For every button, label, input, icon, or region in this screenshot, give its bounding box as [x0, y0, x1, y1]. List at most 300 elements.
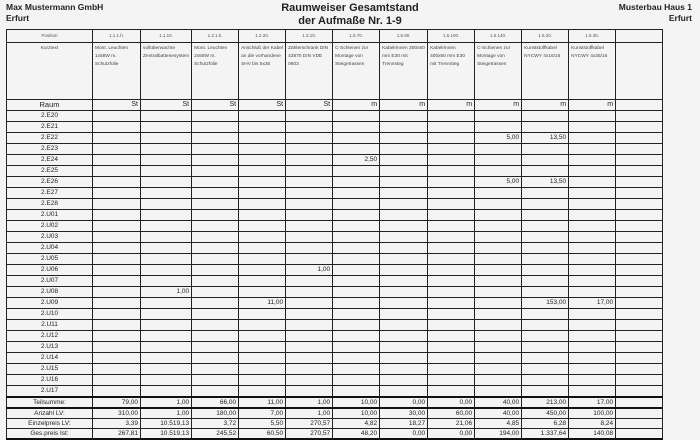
quantity-cell[interactable] — [380, 375, 428, 386]
quantity-cell[interactable] — [380, 353, 428, 364]
quantity-cell[interactable] — [428, 122, 475, 133]
summary-cell[interactable]: 1,00 — [141, 397, 192, 408]
quantity-cell[interactable] — [569, 386, 616, 398]
quantity-cell[interactable] — [569, 331, 616, 342]
quantity-cell[interactable] — [616, 177, 663, 188]
summary-cell[interactable]: 48,20 — [333, 429, 380, 440]
quantity-cell[interactable] — [192, 254, 239, 265]
quantity-cell[interactable] — [239, 386, 286, 398]
quantity-cell[interactable] — [333, 298, 380, 309]
quantity-cell[interactable] — [192, 243, 239, 254]
quantity-cell[interactable] — [192, 364, 239, 375]
quantity-cell[interactable] — [616, 342, 663, 353]
quantity-cell[interactable] — [428, 177, 475, 188]
quantity-cell[interactable] — [93, 155, 141, 166]
quantity-cell[interactable] — [93, 144, 141, 155]
room-cell[interactable]: 2.U05 — [7, 254, 93, 265]
quantity-cell[interactable] — [239, 276, 286, 287]
kurztext-cell[interactable]: Zählerschrank DIN 43870 DIN VDE 0603 — [286, 43, 333, 100]
quantity-cell[interactable] — [93, 353, 141, 364]
quantity-cell[interactable] — [141, 111, 192, 122]
quantity-cell[interactable] — [569, 254, 616, 265]
quantity-cell[interactable] — [333, 243, 380, 254]
quantity-cell[interactable] — [380, 298, 428, 309]
quantity-cell[interactable] — [380, 188, 428, 199]
quantity-cell[interactable] — [428, 221, 475, 232]
quantity-cell[interactable] — [380, 320, 428, 331]
quantity-cell[interactable] — [428, 386, 475, 398]
quantity-cell[interactable] — [286, 364, 333, 375]
summary-cell[interactable]: 6,28 — [522, 419, 569, 429]
quantity-cell[interactable] — [141, 155, 192, 166]
quantity-cell[interactable] — [616, 331, 663, 342]
summary-cell[interactable]: 4,85 — [475, 419, 522, 429]
position-cell[interactable]: 1.1.10. — [141, 30, 192, 43]
summary-cell[interactable]: 270,57 — [286, 429, 333, 440]
summary-cell[interactable]: 3,39 — [93, 419, 141, 429]
summary-cell[interactable]: 270,57 — [286, 419, 333, 429]
quantity-cell[interactable] — [522, 166, 569, 177]
quantity-cell[interactable] — [239, 353, 286, 364]
room-cell[interactable]: 2.E24 — [7, 155, 93, 166]
unit-cell[interactable]: m — [428, 100, 475, 111]
quantity-cell[interactable] — [569, 155, 616, 166]
quantity-cell[interactable] — [93, 133, 141, 144]
room-cell[interactable]: 2.E23 — [7, 144, 93, 155]
quantity-cell[interactable] — [616, 133, 663, 144]
quantity-cell[interactable] — [286, 331, 333, 342]
quantity-cell[interactable] — [475, 309, 522, 320]
quantity-cell[interactable] — [569, 166, 616, 177]
quantity-cell[interactable] — [522, 188, 569, 199]
quantity-cell[interactable] — [380, 265, 428, 276]
summary-cell[interactable]: 245,52 — [192, 429, 239, 440]
quantity-cell[interactable] — [192, 221, 239, 232]
quantity-cell[interactable] — [286, 144, 333, 155]
quantity-cell[interactable] — [616, 144, 663, 155]
quantity-cell[interactable] — [192, 210, 239, 221]
quantity-cell[interactable] — [522, 199, 569, 210]
quantity-cell[interactable]: 5,00 — [475, 177, 522, 188]
quantity-cell[interactable] — [380, 331, 428, 342]
quantity-cell[interactable] — [475, 265, 522, 276]
quantity-cell[interactable] — [380, 386, 428, 398]
quantity-cell[interactable] — [192, 276, 239, 287]
position-cell[interactable]: 1.1.1.h. — [93, 30, 141, 43]
quantity-cell[interactable] — [616, 309, 663, 320]
quantity-cell[interactable] — [380, 364, 428, 375]
quantity-cell[interactable] — [616, 188, 663, 199]
quantity-cell[interactable] — [333, 287, 380, 298]
quantity-cell[interactable] — [569, 122, 616, 133]
quantity-cell[interactable] — [286, 243, 333, 254]
quantity-cell[interactable] — [239, 243, 286, 254]
quantity-cell[interactable] — [192, 199, 239, 210]
quantity-cell[interactable] — [616, 155, 663, 166]
quantity-cell[interactable] — [522, 144, 569, 155]
quantity-cell[interactable] — [239, 254, 286, 265]
quantity-cell[interactable] — [93, 386, 141, 398]
quantity-cell[interactable] — [192, 287, 239, 298]
quantity-cell[interactable] — [286, 375, 333, 386]
quantity-cell[interactable] — [239, 342, 286, 353]
quantity-cell[interactable] — [428, 243, 475, 254]
summary-cell[interactable] — [616, 419, 663, 429]
unit-cell[interactable]: m — [333, 100, 380, 111]
quantity-cell[interactable] — [333, 254, 380, 265]
room-cell[interactable]: 2.U04 — [7, 243, 93, 254]
quantity-cell[interactable] — [93, 298, 141, 309]
summary-cell[interactable]: 40,00 — [475, 397, 522, 408]
quantity-cell[interactable] — [522, 221, 569, 232]
quantity-cell[interactable] — [93, 364, 141, 375]
summary-cell[interactable]: 10.519,13 — [141, 419, 192, 429]
room-cell[interactable]: 2.U15 — [7, 364, 93, 375]
quantity-cell[interactable] — [428, 353, 475, 364]
unit-cell[interactable]: St — [141, 100, 192, 111]
room-cell[interactable]: 2.E28 — [7, 199, 93, 210]
quantity-cell[interactable] — [428, 287, 475, 298]
quantity-cell[interactable] — [141, 364, 192, 375]
quantity-cell[interactable] — [569, 199, 616, 210]
quantity-cell[interactable]: 13,50 — [522, 177, 569, 188]
quantity-cell[interactable] — [192, 177, 239, 188]
quantity-cell[interactable] — [333, 133, 380, 144]
summary-cell[interactable]: 5,50 — [239, 419, 286, 429]
quantity-cell[interactable] — [286, 122, 333, 133]
quantity-cell[interactable] — [239, 364, 286, 375]
summary-cell[interactable]: 10,00 — [333, 408, 380, 419]
quantity-cell[interactable] — [93, 265, 141, 276]
quantity-cell[interactable] — [380, 276, 428, 287]
summary-cell[interactable]: 66,00 — [192, 397, 239, 408]
quantity-cell[interactable] — [475, 342, 522, 353]
quantity-cell[interactable] — [569, 221, 616, 232]
quantity-cell[interactable] — [286, 232, 333, 243]
quantity-cell[interactable] — [286, 177, 333, 188]
quantity-cell[interactable] — [239, 287, 286, 298]
quantity-cell[interactable] — [616, 298, 663, 309]
quantity-cell[interactable] — [380, 144, 428, 155]
quantity-cell[interactable] — [522, 122, 569, 133]
quantity-cell[interactable] — [141, 188, 192, 199]
quantity-cell[interactable] — [286, 133, 333, 144]
quantity-cell[interactable] — [428, 133, 475, 144]
position-cell[interactable]: 1.5.90. — [380, 30, 428, 43]
quantity-cell[interactable] — [616, 221, 663, 232]
quantity-cell[interactable] — [475, 298, 522, 309]
quantity-cell[interactable] — [239, 199, 286, 210]
quantity-cell[interactable] — [239, 155, 286, 166]
kurztext-cell[interactable]: Anschluß der Kabel an die vorhandene SHV bis 5x35 — [239, 43, 286, 100]
quantity-cell[interactable] — [569, 133, 616, 144]
quantity-cell[interactable] — [192, 353, 239, 364]
quantity-cell[interactable] — [141, 309, 192, 320]
unit-cell[interactable]: St — [239, 100, 286, 111]
quantity-cell[interactable] — [380, 155, 428, 166]
summary-cell[interactable]: 18,27 — [380, 419, 428, 429]
quantity-cell[interactable] — [522, 254, 569, 265]
summary-cell[interactable]: 100,00 — [569, 408, 616, 419]
quantity-cell[interactable] — [522, 210, 569, 221]
quantity-cell[interactable] — [475, 199, 522, 210]
quantity-cell[interactable] — [428, 342, 475, 353]
room-cell[interactable]: 2.U13 — [7, 342, 93, 353]
quantity-cell[interactable] — [569, 144, 616, 155]
quantity-cell[interactable] — [475, 210, 522, 221]
summary-cell[interactable]: 17,00 — [569, 397, 616, 408]
summary-cell[interactable] — [616, 397, 663, 408]
quantity-cell[interactable] — [286, 287, 333, 298]
quantity-cell[interactable] — [286, 221, 333, 232]
quantity-cell[interactable] — [380, 199, 428, 210]
quantity-cell[interactable] — [475, 122, 522, 133]
quantity-cell[interactable] — [286, 342, 333, 353]
quantity-cell[interactable] — [475, 386, 522, 398]
quantity-cell[interactable] — [239, 133, 286, 144]
quantity-cell[interactable] — [192, 232, 239, 243]
quantity-cell[interactable] — [93, 320, 141, 331]
quantity-cell[interactable] — [475, 320, 522, 331]
quantity-cell[interactable] — [93, 287, 141, 298]
quantity-cell[interactable] — [569, 353, 616, 364]
summary-cell[interactable]: 1,00 — [286, 397, 333, 408]
summary-cell[interactable]: 60,50 — [239, 429, 286, 440]
quantity-cell[interactable] — [141, 265, 192, 276]
quantity-cell[interactable] — [522, 364, 569, 375]
quantity-cell[interactable]: 2,50 — [333, 155, 380, 166]
quantity-cell[interactable] — [333, 210, 380, 221]
quantity-cell[interactable] — [93, 221, 141, 232]
room-cell[interactable]: 2.U01 — [7, 210, 93, 221]
quantity-cell[interactable] — [239, 122, 286, 133]
summary-cell[interactable]: 140,08 — [569, 429, 616, 440]
quantity-cell[interactable] — [93, 199, 141, 210]
summary-cell[interactable]: 1,00 — [141, 408, 192, 419]
quantity-cell[interactable] — [286, 188, 333, 199]
quantity-cell[interactable] — [522, 155, 569, 166]
room-cell[interactable]: 2.U06 — [7, 265, 93, 276]
quantity-cell[interactable] — [380, 243, 428, 254]
quantity-cell[interactable] — [569, 177, 616, 188]
quantity-cell[interactable] — [141, 375, 192, 386]
quantity-cell[interactable] — [239, 144, 286, 155]
quantity-cell[interactable] — [93, 166, 141, 177]
quantity-cell[interactable] — [93, 342, 141, 353]
quantity-cell[interactable] — [333, 309, 380, 320]
unit-cell[interactable]: St — [192, 100, 239, 111]
summary-cell[interactable]: 8,24 — [569, 419, 616, 429]
quantity-cell[interactable] — [616, 199, 663, 210]
quantity-cell[interactable] — [616, 111, 663, 122]
quantity-cell[interactable] — [428, 331, 475, 342]
quantity-cell[interactable]: 13,50 — [522, 133, 569, 144]
quantity-cell[interactable]: 17,00 — [569, 298, 616, 309]
kurztext-cell[interactable]: Mont. Leuchten 1x58W m. Schutzfolie — [93, 43, 141, 100]
quantity-cell[interactable] — [380, 177, 428, 188]
quantity-cell[interactable] — [380, 287, 428, 298]
quantity-cell[interactable] — [333, 353, 380, 364]
quantity-cell[interactable] — [569, 375, 616, 386]
quantity-cell[interactable] — [569, 364, 616, 375]
quantity-cell[interactable] — [569, 276, 616, 287]
quantity-cell[interactable] — [616, 320, 663, 331]
summary-cell[interactable]: 194,00 — [475, 429, 522, 440]
quantity-cell[interactable] — [141, 254, 192, 265]
room-cell[interactable]: 2.U12 — [7, 331, 93, 342]
quantity-cell[interactable] — [333, 331, 380, 342]
quantity-cell[interactable] — [428, 276, 475, 287]
quantity-cell[interactable] — [616, 166, 663, 177]
quantity-cell[interactable]: 5,00 — [475, 133, 522, 144]
quantity-cell[interactable] — [239, 188, 286, 199]
position-cell[interactable]: 1.6.20. — [522, 30, 569, 43]
quantity-cell[interactable] — [286, 353, 333, 364]
quantity-cell[interactable] — [333, 188, 380, 199]
quantity-cell[interactable] — [333, 232, 380, 243]
quantity-cell[interactable] — [286, 111, 333, 122]
quantity-cell[interactable] — [428, 298, 475, 309]
quantity-cell[interactable] — [522, 232, 569, 243]
quantity-cell[interactable] — [239, 166, 286, 177]
quantity-cell[interactable] — [93, 276, 141, 287]
quantity-cell[interactable] — [616, 386, 663, 398]
unit-cell[interactable]: St — [286, 100, 333, 111]
quantity-cell[interactable] — [333, 221, 380, 232]
quantity-cell[interactable] — [192, 144, 239, 155]
kurztext-cell[interactable]: C-Schienen zur Montage von Steigetrassen — [475, 43, 522, 100]
quantity-cell[interactable] — [522, 243, 569, 254]
quantity-cell[interactable] — [93, 375, 141, 386]
quantity-cell[interactable] — [93, 254, 141, 265]
room-cell[interactable]: 2.U17 — [7, 386, 93, 398]
quantity-cell[interactable] — [616, 243, 663, 254]
quantity-cell[interactable] — [93, 331, 141, 342]
quantity-cell[interactable] — [141, 342, 192, 353]
summary-cell[interactable]: 1.337,64 — [522, 429, 569, 440]
position-cell[interactable]: 1.3.10. — [286, 30, 333, 43]
quantity-cell[interactable] — [475, 287, 522, 298]
quantity-cell[interactable] — [569, 188, 616, 199]
summary-cell[interactable]: 4,82 — [333, 419, 380, 429]
position-cell[interactable] — [616, 30, 663, 43]
room-cell[interactable]: 2.E20 — [7, 111, 93, 122]
room-cell[interactable]: 2.U08 — [7, 287, 93, 298]
position-cell[interactable]: 1.2.1.h. — [192, 30, 239, 43]
quantity-cell[interactable] — [141, 386, 192, 398]
quantity-cell[interactable] — [93, 122, 141, 133]
quantity-cell[interactable] — [239, 331, 286, 342]
quantity-cell[interactable] — [428, 155, 475, 166]
quantity-cell[interactable] — [192, 309, 239, 320]
quantity-cell[interactable] — [286, 254, 333, 265]
quantity-cell[interactable] — [333, 111, 380, 122]
quantity-cell[interactable] — [141, 166, 192, 177]
quantity-cell[interactable] — [93, 232, 141, 243]
room-cell[interactable]: 2.U03 — [7, 232, 93, 243]
kurztext-cell[interactable]: Kabelrinnen 300x60 mm E30 mit Trennsteg — [380, 43, 428, 100]
room-cell[interactable]: 2.E27 — [7, 188, 93, 199]
quantity-cell[interactable] — [475, 111, 522, 122]
quantity-cell[interactable] — [192, 122, 239, 133]
quantity-cell[interactable] — [380, 210, 428, 221]
summary-cell[interactable]: 40,00 — [475, 408, 522, 419]
room-cell[interactable]: 2.E25 — [7, 166, 93, 177]
quantity-cell[interactable] — [333, 342, 380, 353]
quantity-cell[interactable] — [522, 331, 569, 342]
quantity-cell[interactable] — [333, 364, 380, 375]
quantity-cell[interactable] — [192, 133, 239, 144]
position-cell[interactable]: 1.5.100. — [428, 30, 475, 43]
quantity-cell[interactable] — [93, 309, 141, 320]
quantity-cell[interactable] — [239, 221, 286, 232]
quantity-cell[interactable] — [141, 276, 192, 287]
room-cell[interactable]: 2.U07 — [7, 276, 93, 287]
unit-cell[interactable]: m — [380, 100, 428, 111]
kurztext-cell[interactable]: Kunststoffkabel NYCWY 4x16/16 — [522, 43, 569, 100]
quantity-cell[interactable] — [616, 122, 663, 133]
quantity-cell[interactable]: 1,00 — [141, 287, 192, 298]
position-cell[interactable]: 1.2.20. — [239, 30, 286, 43]
quantity-cell[interactable] — [428, 320, 475, 331]
quantity-cell[interactable] — [192, 155, 239, 166]
quantity-cell[interactable] — [569, 243, 616, 254]
quantity-cell[interactable] — [380, 232, 428, 243]
quantity-cell[interactable] — [616, 353, 663, 364]
unit-cell[interactable]: St — [93, 100, 141, 111]
quantity-cell[interactable]: 1,00 — [286, 265, 333, 276]
summary-cell[interactable]: 1,00 — [286, 408, 333, 419]
unit-cell[interactable]: m — [569, 100, 616, 111]
summary-cell[interactable]: 450,00 — [522, 408, 569, 419]
kurztext-cell[interactable]: Mont. Leuchten 2x58W m. Schutzfolie — [192, 43, 239, 100]
quantity-cell[interactable] — [333, 265, 380, 276]
quantity-cell[interactable] — [141, 221, 192, 232]
quantity-cell[interactable] — [192, 331, 239, 342]
quantity-cell[interactable] — [616, 375, 663, 386]
quantity-cell[interactable] — [141, 320, 192, 331]
quantity-cell[interactable] — [141, 243, 192, 254]
quantity-cell[interactable] — [286, 199, 333, 210]
kurztext-cell[interactable]: C-Schienen zur Montage von Steigetrassen — [333, 43, 380, 100]
quantity-cell[interactable] — [192, 320, 239, 331]
position-cell[interactable]: 1.6.30. — [569, 30, 616, 43]
quantity-cell[interactable] — [141, 298, 192, 309]
quantity-cell[interactable] — [141, 331, 192, 342]
quantity-cell[interactable] — [141, 232, 192, 243]
quantity-cell[interactable] — [380, 221, 428, 232]
quantity-cell[interactable] — [192, 111, 239, 122]
room-cell[interactable]: 2.E26 — [7, 177, 93, 188]
quantity-cell[interactable] — [428, 265, 475, 276]
quantity-cell[interactable] — [380, 122, 428, 133]
quantity-cell[interactable] — [428, 254, 475, 265]
quantity-cell[interactable] — [239, 309, 286, 320]
quantity-cell[interactable] — [380, 254, 428, 265]
quantity-cell[interactable] — [380, 166, 428, 177]
summary-cell[interactable]: 10.519,13 — [141, 429, 192, 440]
summary-cell[interactable]: 0,00 — [428, 429, 475, 440]
quantity-cell[interactable] — [333, 166, 380, 177]
quantity-cell[interactable] — [475, 188, 522, 199]
quantity-cell[interactable] — [286, 320, 333, 331]
summary-cell[interactable]: 0,00 — [428, 397, 475, 408]
quantity-cell[interactable] — [475, 353, 522, 364]
quantity-cell[interactable] — [141, 353, 192, 364]
quantity-cell[interactable] — [475, 221, 522, 232]
quantity-cell[interactable] — [569, 210, 616, 221]
quantity-cell[interactable] — [333, 375, 380, 386]
